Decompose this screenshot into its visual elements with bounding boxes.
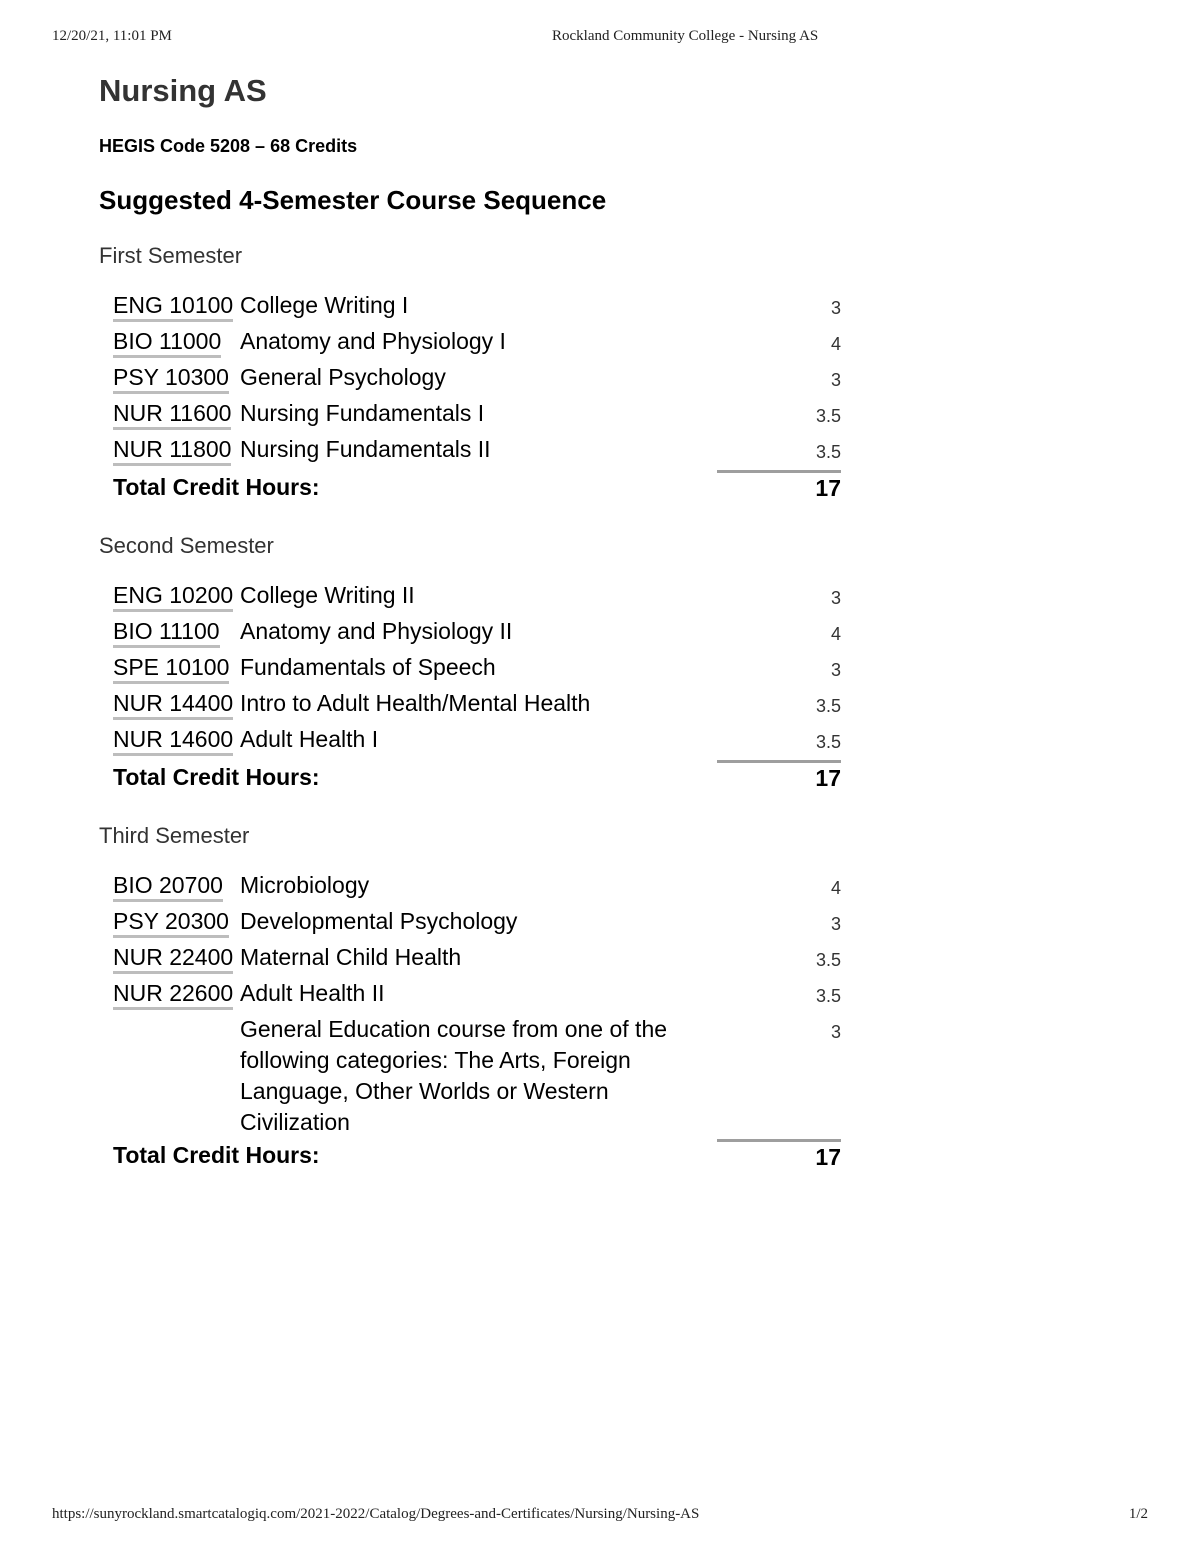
- table-row: [113, 870, 841, 906]
- table-row: [113, 290, 841, 326]
- course-credits: 3.5: [815, 986, 841, 1006]
- course-code-link[interactable]: PSY 10300: [113, 364, 229, 394]
- semester-heading: Third Semester: [99, 823, 250, 848]
- course-credits: 3: [830, 588, 841, 608]
- course-credits: 3: [830, 370, 841, 390]
- print-url: https://sunyrockland.smartcatalogiq.com/2021-2022/Catalog/Degrees-and-Certificates/Nursing/Nursing-AS: [52, 1506, 700, 1522]
- course-credits: 3.5: [815, 732, 841, 752]
- empty-code-cell: [113, 1014, 240, 1140]
- table-row: [113, 1014, 841, 1140]
- semester-heading: First Semester: [99, 243, 243, 268]
- course-title: General Psychology: [240, 364, 446, 390]
- course-code-link[interactable]: NUR 11800: [113, 436, 231, 466]
- course-table: [113, 580, 841, 794]
- course-credits: 3.5: [815, 950, 841, 970]
- total-row: [113, 1140, 841, 1173]
- course-credits: 3: [830, 660, 841, 680]
- table-row: [113, 906, 841, 942]
- print-page-title: Rockland Community College - Nursing AS: [552, 28, 819, 44]
- table-row: [113, 652, 841, 688]
- course-credits: 3.5: [815, 442, 841, 462]
- course-code-link[interactable]: PSY 20300: [113, 908, 229, 938]
- course-credits: 3: [830, 914, 841, 934]
- course-code-link[interactable]: NUR 14400: [113, 690, 233, 720]
- course-title: Microbiology: [240, 872, 370, 898]
- course-code-link[interactable]: SPE 10100: [113, 654, 229, 684]
- course-title: General Education course from one of the following categories: The Arts, Foreign Language, Other Worlds or Western Civilization: [240, 1016, 668, 1135]
- total-label: Total Credit Hours:: [113, 473, 320, 500]
- course-credits: 4: [830, 878, 841, 898]
- table-row: [113, 326, 841, 362]
- course-title: College Writing I: [240, 292, 409, 318]
- course-credits: 3.5: [815, 406, 841, 426]
- course-code-link[interactable]: NUR 22400: [113, 944, 233, 974]
- course-title: Adult Health II: [240, 980, 385, 1006]
- course-table: [113, 870, 841, 1173]
- print-datetime: 12/20/21, 11:01 PM: [52, 28, 172, 44]
- table-row: [113, 616, 841, 652]
- course-code-link[interactable]: BIO 20700: [113, 872, 223, 902]
- table-row: [113, 580, 841, 616]
- course-code-link[interactable]: ENG 10200: [113, 582, 233, 612]
- table-row: [113, 978, 841, 1014]
- page-title: Nursing AS: [99, 73, 267, 108]
- course-title: Anatomy and Physiology II: [240, 618, 513, 644]
- table-row: [113, 398, 841, 434]
- sequence-title: Suggested 4-Semester Course Sequence: [99, 185, 607, 215]
- total-value: 17: [717, 762, 841, 795]
- course-title: Anatomy and Physiology I: [240, 328, 506, 354]
- course-title: Maternal Child Health: [240, 944, 462, 970]
- total-row: [113, 472, 841, 505]
- course-code-link[interactable]: NUR 14600: [113, 726, 233, 756]
- table-row: [113, 362, 841, 398]
- course-code-link[interactable]: NUR 11600: [113, 400, 231, 430]
- semester-heading: Second Semester: [99, 533, 274, 558]
- hegis-code: HEGIS Code 5208 – 68 Credits: [99, 136, 358, 156]
- main-content: [99, 72, 859, 1173]
- course-title: Developmental Psychology: [240, 908, 518, 934]
- course-code-link[interactable]: ENG 10100: [113, 292, 233, 322]
- table-row: [113, 434, 841, 472]
- course-credits: 3: [830, 298, 841, 318]
- course-credits: 4: [830, 334, 841, 354]
- course-title: Adult Health I: [240, 726, 379, 752]
- course-title: Intro to Adult Health/Mental Health: [240, 690, 591, 716]
- total-label: Total Credit Hours:: [113, 763, 320, 790]
- table-row: [113, 942, 841, 978]
- course-title: Fundamentals of Speech: [240, 654, 496, 680]
- total-row: [113, 762, 841, 795]
- page-number: 1/2: [1128, 1506, 1148, 1522]
- table-row: [113, 724, 841, 762]
- total-value: 17: [717, 472, 841, 505]
- course-credits: 3.5: [815, 696, 841, 716]
- course-code-link[interactable]: NUR 22600: [113, 980, 233, 1010]
- course-title: College Writing II: [240, 582, 415, 608]
- course-title: Nursing Fundamentals I: [240, 400, 485, 426]
- course-code-link[interactable]: BIO 11100: [113, 618, 220, 648]
- course-title: Nursing Fundamentals II: [240, 436, 491, 462]
- total-label: Total Credit Hours:: [113, 1142, 320, 1168]
- course-table: [113, 290, 841, 504]
- course-credits: 3: [830, 1022, 841, 1042]
- table-row: [113, 688, 841, 724]
- course-code-link[interactable]: BIO 11000: [113, 328, 221, 358]
- course-credits: 4: [830, 624, 841, 644]
- total-value: 17: [717, 1140, 841, 1173]
